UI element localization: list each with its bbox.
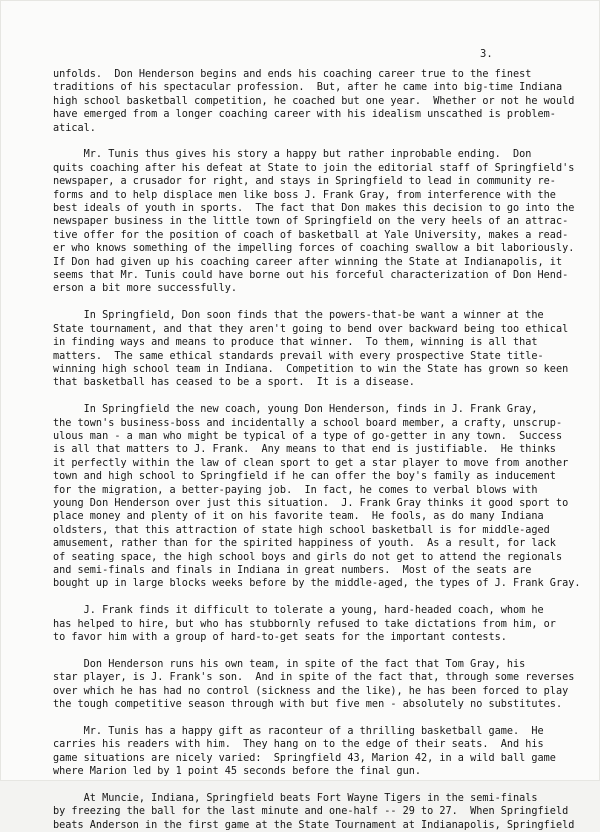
text-line: to favor him with a group of hard-to-get seats for the important contests. — [53, 632, 507, 643]
paragraph — [53, 658, 575, 712]
paragraph — [53, 403, 581, 591]
text-line: in finding ways and means to produce that winner. To them, winning is all that — [53, 337, 538, 349]
paragraph — [53, 604, 556, 644]
text-line: traditions of his spectacular profession. But, after he came into big-time Indiana — [53, 82, 563, 94]
text-line: newspaper, a crusador for right, and stays in Springfield to lead in community re- — [53, 176, 556, 188]
text-line: bought up in large blocks weeks before by the middle-aged, the types of J. Frank Gray. — [53, 578, 581, 590]
text-line: high school basketball competition, he coached but one year. Whether or not he would — [53, 95, 575, 107]
text-line: atical. — [53, 122, 96, 134]
text-line: of seating space, the high school boys and girls do not get to attend the regionals — [53, 551, 563, 563]
text-line: In Springfield, Don soon finds that the powers-that-be want a winner at the — [53, 310, 544, 322]
text-line: Don Henderson runs his own team, in spite of the fact that Tom Gray, his — [53, 658, 526, 670]
text-line: er who knows something of the impelling forces of coaching swallow a bit laboriously. — [53, 243, 575, 255]
text-line: In Springfield the new coach, young Don Henderson, finds in J. Frank Gray, — [53, 404, 538, 416]
text-line: the tough competitive season through with but five men - absolutely no substitutes. — [53, 699, 563, 711]
text-line: winning high school team in Indiana. Competition to win the State has grown so keen — [53, 363, 569, 375]
text-line: have emerged from a longer coaching career with his idealism unscathed is problem- — [53, 109, 556, 121]
text-line: erson a bit more successfully. — [53, 283, 238, 295]
text-line: J. Frank finds it difficult to tolerate a young, hard-headed coach, whom he — [53, 605, 544, 617]
text-line: carries his readers with him. They hang on to the edge of their seats. And his — [53, 739, 544, 751]
text-line: At Muncie, Indiana, Springfield beats Fort Wayne Tigers in the semi-finals — [53, 792, 538, 804]
paragraph — [53, 792, 575, 832]
text-line: tive offer for the position of coach of basketball at Yale University, makes a read- — [53, 229, 569, 241]
paragraph — [53, 309, 569, 389]
text-line: by freezing the ball for the last minute and one-half -- 29 to 27. When Springfield — [53, 806, 569, 818]
text-line: oldsters, that this attraction of state high school basketball is for middle-aged — [53, 524, 550, 536]
text-line: Mr. Tunis has a happy gift as raconteur of a thrilling basketball game. He — [53, 725, 544, 737]
paragraph — [53, 68, 575, 135]
page-number: 3. — [480, 48, 493, 60]
document-body — [53, 68, 581, 832]
text-line: beats Anderson in the first game at the State Tournament at Indianapolis, Springfield — [53, 819, 575, 831]
text-line: matters. The same ethical standards prevail with every prospective State title- — [53, 350, 544, 362]
text-line: place money and plenty of it on his favorite team. He fools, as do many Indiana — [53, 511, 544, 523]
text-line: best ideals of youth in sports. The fact that Don makes this decision to go into the — [53, 203, 575, 215]
text-line: newspaper business in the little town of Springfield on the very heels of an attrac- — [53, 216, 569, 228]
text-line: seems that Mr. Tunis could have borne out his forceful characterization of Don Hend- — [53, 270, 569, 282]
text-line: amusement, rather than for the spirited happiness of youth. As a result, for lack — [53, 538, 556, 550]
text-line: over which he has had no control (sickness and the like), he has been forced to play — [53, 685, 569, 697]
text-line: unfolds. Don Henderson begins and ends his coaching career true to the finest — [53, 69, 532, 80]
text-line: forms and to help displace men like boss J. Frank Gray, from interference with the — [53, 189, 556, 201]
text-line: town and high school to Springfield if he can offer the boy's family as inducement — [53, 471, 556, 483]
text-line: quits coaching after his defeat at State to join the editorial staff of Springfield's — [53, 162, 575, 174]
text-line: ulous man - a man who might be typical of a type of go-getter in any town. Success — [53, 430, 563, 442]
text-line: where Marion led by 1 point 45 seconds before the final gun. — [53, 766, 422, 778]
text-line: is all that matters to J. Frank. Any means to that end is justifiable. He thinks — [53, 444, 556, 456]
text-line: that basketball has ceased to be a sport. It is a disease. — [53, 377, 415, 389]
text-line: Mr. Tunis thus gives his story a happy but rather inprobable ending. Don — [53, 149, 532, 161]
text-line: the town's business-boss and incidentally a school board member, a crafty, unscrup- — [53, 417, 563, 429]
text-line: If Don had given up his coaching career after winning the State at Indianapolis, it — [53, 256, 563, 268]
text-line: for the migration, a better-paying job. In fact, he comes to verbal blows with — [53, 484, 538, 496]
text-line: has helped to hire, but who has stubbornly refused to take dictations from him, or — [53, 618, 556, 630]
paragraph — [53, 148, 575, 295]
text-line: it perfectly within the law of clean sport to get a star player to move from another — [53, 457, 569, 469]
text-line: and semi-finals and finals in Indiana in great numbers. Most of the seats are — [53, 564, 532, 576]
text-line: star player, is J. Frank's son. And in spite of the fact that, through some reverses — [53, 672, 575, 684]
text-line: young Don Henderson over just this situation. J. Frank Gray thinks it good sport to — [53, 497, 569, 509]
text-line: State tournament, and that they aren't going to bend over backward being too ethical — [53, 323, 569, 335]
paragraph — [53, 725, 556, 779]
text-line: game situations are nicely varied: Springfield 43, Marion 42, in a wild ball game — [53, 752, 556, 764]
